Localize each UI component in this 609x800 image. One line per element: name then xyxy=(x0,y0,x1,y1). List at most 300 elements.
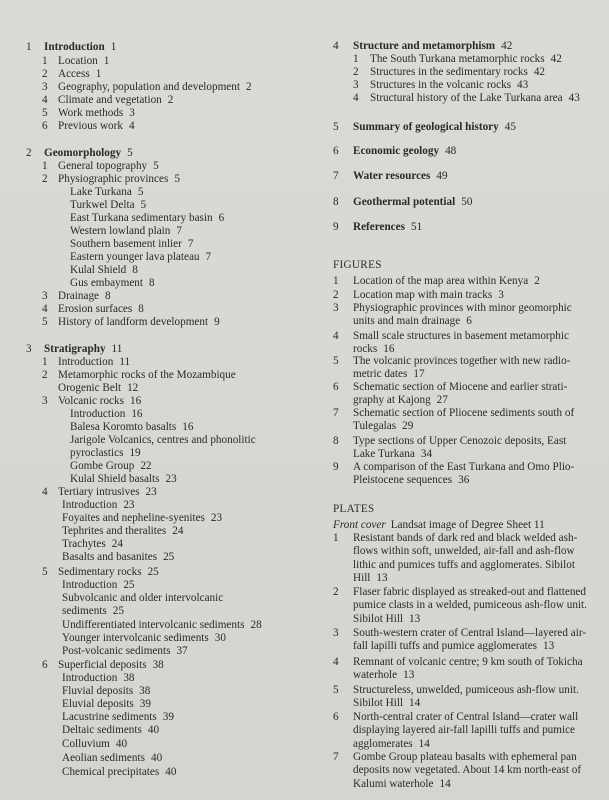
figures-f8-line-2 xyxy=(353,448,432,461)
plates-p6-text-1: North-central crater of Central Island—crater wall xyxy=(353,711,579,723)
plates-p3-line-2 xyxy=(353,640,554,653)
contents-s2-2-entry xyxy=(58,173,180,186)
contents-sec4-entry xyxy=(353,40,512,53)
contents-s4-1-entry xyxy=(370,53,562,66)
figures-f5-text-2: metric dates xyxy=(353,368,408,381)
plates-p4-number: 4 xyxy=(333,656,339,668)
contents-s3-2-entry-cont xyxy=(58,382,138,395)
contents-sec9-number: 9 xyxy=(333,221,339,233)
contents-s3-5b-page: 25 xyxy=(112,605,124,617)
plates-p2-text-2: pumice clasts in a welded, pumiceous ash-flow unit. xyxy=(353,599,587,612)
contents-s3-6e-entry xyxy=(62,724,159,737)
contents-sec2-number: 2 xyxy=(26,147,32,159)
contents-s1-6-number: 6 xyxy=(42,120,48,132)
plates-p2-line-3 xyxy=(353,613,420,626)
figures-f3-text-2: units and main drainage xyxy=(353,315,461,328)
contents-s3-2-title-cont: Orogenic Belt xyxy=(58,382,122,394)
plates-p6-line-2 xyxy=(353,724,575,737)
plates-front-cover-row xyxy=(333,519,545,532)
contents-sec3-title: Stratigraphy xyxy=(44,343,106,355)
figures-f1-line-1 xyxy=(353,275,540,288)
figures-f8-number: 8 xyxy=(333,435,339,447)
plates-p2-page: 13 xyxy=(409,612,421,625)
contents-sec5-entry xyxy=(353,121,516,134)
contents-s4-4-entry xyxy=(370,92,580,105)
contents-s3-3a-title: Introduction xyxy=(70,408,126,420)
contents-s3-4a-page: 23 xyxy=(123,499,135,511)
contents-sec4-number: 4 xyxy=(333,40,339,52)
figures-f2-page: 3 xyxy=(498,289,504,301)
plates-p3-text-2: fall lapilli tuffs and pumice agglomerates xyxy=(353,640,538,653)
figures-f6-line-1 xyxy=(353,381,567,394)
figures-f3-number: 3 xyxy=(333,302,339,314)
contents-s3-3d-title: Gombe Group xyxy=(70,460,135,472)
contents-s3-3e-entry xyxy=(70,473,177,486)
contents-s3-5-page: 25 xyxy=(147,566,159,578)
contents-s4-3-entry xyxy=(370,79,528,92)
contents-s1-3-title: Geography, population and development xyxy=(58,81,240,93)
contents-sec5-page: 45 xyxy=(504,121,516,133)
contents-s2-2c-entry xyxy=(70,212,224,225)
plates-p4-line-2 xyxy=(353,669,414,682)
contents-sec3-number: 3 xyxy=(26,343,32,355)
contents-s1-5-title: Work methods xyxy=(58,107,124,119)
contents-s3-5e-title: Post-volcanic sediments xyxy=(62,645,171,657)
figures-f7-line-1 xyxy=(353,407,574,420)
contents-s1-5-entry xyxy=(58,107,135,120)
contents-s2-4-entry xyxy=(58,303,144,316)
contents-s2-4-page: 8 xyxy=(138,303,144,315)
contents-sec6-entry xyxy=(353,145,456,158)
contents-s3-6-number: 6 xyxy=(42,659,48,671)
contents-s3-3-number: 3 xyxy=(42,395,48,407)
contents-s2-2b-entry xyxy=(70,199,146,212)
plates-p4-text-1: Remnant of volcanic centre; 9 km south of Tokicha xyxy=(353,656,583,668)
contents-s3-4a-title: Introduction xyxy=(62,499,118,511)
contents-s3-3-title: Volcanic rocks xyxy=(58,395,124,407)
figures-f7-page: 29 xyxy=(402,420,414,433)
contents-s3-1-page: 11 xyxy=(119,356,131,368)
contents-sec8-title: Geothermal potential xyxy=(353,196,456,208)
plates-p3-line-1 xyxy=(353,627,586,640)
contents-s3-4c-entry xyxy=(62,525,183,538)
contents-s2-4-number: 4 xyxy=(42,303,48,315)
contents-s1-5-page: 3 xyxy=(129,107,135,119)
contents-s1-4-entry xyxy=(58,94,173,107)
plates-p1-text-3: lithic and pumices tuffs and agglomerates. Sibilot xyxy=(353,558,575,571)
plates-p1-text-2: flows within soft, unwelded, air-fall and ash-flow xyxy=(353,545,575,558)
contents-s3-5c-entry xyxy=(62,619,262,632)
contents-s1-4-page: 2 xyxy=(167,94,174,106)
plates-p2-line-1 xyxy=(353,586,586,599)
contents-s1-6-entry xyxy=(58,120,135,133)
plates-p6-text-2: displaying layered air-fall lapilli tuffs and pumice xyxy=(353,724,576,737)
contents-s2-2h-entry xyxy=(70,277,155,290)
contents-s4-2-number: 2 xyxy=(353,66,359,78)
contents-s2-2f-page: 7 xyxy=(205,251,212,263)
contents-s1-2-entry xyxy=(58,68,101,81)
contents-s4-4-page: 43 xyxy=(568,92,580,104)
contents-s2-2h-page: 8 xyxy=(149,277,155,289)
contents-sec2-page: 5 xyxy=(127,147,133,159)
contents-s2-2e-page: 7 xyxy=(187,238,194,250)
contents-s3-5-title: Sedimentary rocks xyxy=(58,566,142,578)
figures-f3-page: 6 xyxy=(466,315,472,328)
figures-f8-text-1: Type sections of Upper Cenozoic deposits, East xyxy=(353,435,567,447)
contents-s1-1-page: 1 xyxy=(103,55,110,67)
contents-s2-2h-title: Gus embayment xyxy=(70,277,144,289)
contents-s3-5c-title: Undifferentiated intervolcanic sediments xyxy=(62,619,245,631)
figures-f6-page: 27 xyxy=(436,394,448,407)
contents-s1-2-number: 2 xyxy=(42,68,48,80)
contents-s4-4-title: Structural history of the Lake Turkana area xyxy=(370,92,563,104)
contents-s3-5e-entry xyxy=(62,645,188,658)
contents-s3-6g-page: 40 xyxy=(150,752,163,764)
contents-s4-3-title: Structures in the volcanic rocks xyxy=(370,79,512,91)
plates-p6-number: 6 xyxy=(333,711,339,723)
contents-s3-2-number: 2 xyxy=(42,369,48,381)
contents-s3-4-title: Tertiary intrusives xyxy=(58,486,140,498)
plates-p5-page: 14 xyxy=(409,697,421,710)
contents-s3-2-page: 12 xyxy=(127,382,139,394)
plates-p6-text-3: agglomerates xyxy=(353,737,413,750)
contents-s3-6a-title: Introduction xyxy=(62,672,118,684)
contents-s3-6b-title: Fluvial deposits xyxy=(62,685,134,697)
plates-p2-text-3: Sibilot Hill xyxy=(353,612,404,625)
figures-f5-page: 17 xyxy=(413,368,425,381)
plates-p1-line-3 xyxy=(353,559,575,572)
contents-s1-3-entry xyxy=(58,81,252,94)
figures-f3-line-1 xyxy=(353,302,572,315)
contents-s3-3b-entry xyxy=(70,421,193,434)
contents-s1-4-title: Climate and vegetation xyxy=(58,94,162,106)
contents-s1-1-title: Location xyxy=(58,55,98,67)
contents-s2-2d-entry xyxy=(70,225,182,238)
figures-f6-text-2: graphy at Kajong xyxy=(353,394,431,407)
figures-f1-number: 1 xyxy=(333,275,339,287)
contents-s3-3-entry xyxy=(58,395,141,408)
contents-s3-1-title: Introduction xyxy=(58,356,114,368)
figures-f7-line-2 xyxy=(353,420,413,433)
plates-p6-page: 14 xyxy=(418,737,430,750)
figures-f4-number: 4 xyxy=(333,330,339,342)
contents-sec1-page: 1 xyxy=(110,41,117,53)
contents-s2-5-entry xyxy=(58,316,220,329)
contents-s4-1-page: 42 xyxy=(550,53,562,65)
contents-s1-6-title: Previous work xyxy=(58,120,123,132)
contents-s3-6h-entry xyxy=(62,766,176,779)
contents-s3-4d-entry xyxy=(62,538,123,551)
contents-s3-5a-title: Introduction xyxy=(62,579,118,591)
contents-s4-1-title: The South Turkana metamorphic rocks xyxy=(370,53,545,65)
contents-sec1-entry xyxy=(44,41,116,54)
plates-p5-text-1: Structureless, unwelded, pumiceous ash-flow unit. xyxy=(353,684,579,696)
contents-s3-3b-title: Balesa Koromto basalts xyxy=(70,421,177,433)
figures-f8-text-2: Lake Turkana xyxy=(353,448,415,461)
contents-sec6-page: 48 xyxy=(445,145,457,157)
contents-sec6-number: 6 xyxy=(333,145,339,157)
contents-s2-4-title: Erosion surfaces xyxy=(58,303,133,315)
contents-s3-4-number: 4 xyxy=(42,486,48,498)
contents-sec5-title: Summary of geological history xyxy=(353,121,499,133)
plates-p5-line-1 xyxy=(353,684,579,697)
contents-s3-4e-title: Basalts and basanites xyxy=(62,551,158,563)
contents-s3-6a-entry xyxy=(62,672,135,685)
contents-s3-5d-page: 30 xyxy=(214,632,226,644)
contents-s2-5-page: 9 xyxy=(214,316,220,328)
figures-f4-line-1 xyxy=(353,330,569,343)
contents-s2-3-page: 8 xyxy=(105,290,111,302)
contents-sec3-page: 11 xyxy=(111,343,123,355)
contents-s2-2-number: 2 xyxy=(42,173,48,185)
plates-p7-number: 7 xyxy=(333,751,339,763)
figures-f7-text-1: Schematic section of Pliocene sediments south of xyxy=(353,407,575,419)
figures-f1-text-1: Location of the map area within Kenya xyxy=(353,275,529,287)
contents-s4-3-page: 43 xyxy=(517,79,529,91)
contents-s4-3-number: 3 xyxy=(353,79,359,91)
contents-sec8-entry xyxy=(353,196,472,209)
contents-s3-6h-page: 40 xyxy=(165,766,177,778)
contents-s3-6f-page: 40 xyxy=(115,738,128,750)
contents-s3-5e-page: 37 xyxy=(176,645,188,657)
contents-s2-2f-entry xyxy=(70,251,211,264)
contents-s3-6b-page: 38 xyxy=(139,685,151,697)
contents-s3-6-entry xyxy=(58,659,164,672)
contents-s3-6h-title: Chemical precipitates xyxy=(62,766,160,778)
contents-s2-2a-title: Lake Turkana xyxy=(70,186,132,198)
contents-s3-5a-page: 25 xyxy=(123,579,135,591)
contents-s2-2d-title: Western lowland plain xyxy=(70,225,171,237)
contents-s2-2c-title: East Turkana sedimentary basin xyxy=(70,212,213,224)
contents-s2-2e-title: Southern basement inlier xyxy=(70,238,182,250)
contents-sec9-entry xyxy=(353,221,422,234)
figures-f6-line-2 xyxy=(353,394,448,407)
contents-s4-2-entry xyxy=(370,66,545,79)
plates-p1-line-4 xyxy=(353,572,388,585)
plates-front-cover-label: Front cover xyxy=(333,519,386,531)
contents-s3-3e-title: Kulal Shield basalts xyxy=(70,473,160,485)
contents-sec5-number: 5 xyxy=(333,121,339,133)
figures-f8-line-1 xyxy=(353,435,566,448)
contents-s3-1-number: 1 xyxy=(42,356,48,368)
plates-p1-text-1: Resistant bands of dark red and black welded ash- xyxy=(353,532,578,544)
contents-s3-6f-title: Colluvium xyxy=(62,738,110,750)
contents-s3-6e-page: 40 xyxy=(147,724,160,736)
contents-sec1-title: Introduction xyxy=(44,41,105,53)
contents-s3-6a-page: 38 xyxy=(123,672,135,684)
plates-p7-text-1: Gombe Group plateau basalts with ephemeral pan xyxy=(353,751,577,763)
plates-p5-text-2: Sibilot Hill xyxy=(353,697,404,710)
contents-s3-6e-title: Deltaic sediments xyxy=(62,724,142,736)
contents-s3-3d-entry xyxy=(70,460,152,473)
contents-s3-6c-title: Eluvial deposits xyxy=(62,698,134,710)
contents-s3-4c-title: Tephrites and theralites xyxy=(62,525,167,537)
plates-p6-line-3 xyxy=(353,738,430,751)
figures-f5-number: 5 xyxy=(333,355,339,367)
contents-s1-2-page: 1 xyxy=(95,68,102,80)
figures-f8-page: 34 xyxy=(420,448,433,461)
plates-p3-page: 13 xyxy=(543,640,555,653)
plates-p2-line-2 xyxy=(353,599,587,612)
figures-f3-line-2 xyxy=(353,315,472,328)
figures-f6-text-1: Schematic section of Miocene and earlier strati- xyxy=(353,381,568,393)
contents-s2-2f-title: Eastern younger lava plateau xyxy=(70,251,200,263)
contents-s3-3a-page: 16 xyxy=(131,408,143,420)
plates-front-cover-text: Landsat image of Degree Sheet 11 xyxy=(390,519,545,531)
plates-p7-line-3 xyxy=(353,778,451,791)
contents-s3-5d-title: Younger intervolcanic sediments xyxy=(62,632,209,644)
contents-s1-1-number: 1 xyxy=(42,55,48,67)
plates-p1-text-4: Hill xyxy=(353,571,371,584)
contents-s3-3d-page: 22 xyxy=(140,460,152,472)
contents-s1-6-page: 4 xyxy=(128,120,135,132)
figures-f1-page: 2 xyxy=(534,275,540,287)
contents-s3-5c-page: 28 xyxy=(250,619,262,631)
contents-s3-6-page: 38 xyxy=(152,659,164,671)
contents-s2-2b-page: 5 xyxy=(140,199,147,211)
contents-s3-5-entry xyxy=(58,566,159,579)
contents-sec7-entry xyxy=(353,170,448,183)
figures-f5-line-2 xyxy=(353,368,425,381)
plates-p3-number: 3 xyxy=(333,627,339,639)
contents-s1-3-page: 2 xyxy=(245,81,252,93)
contents-s3-4e-entry xyxy=(62,551,174,564)
contents-s2-2c-page: 6 xyxy=(218,212,225,224)
contents-sec2-entry xyxy=(44,147,133,160)
contents-s1-1-entry xyxy=(58,55,109,68)
contents-sec9-title: References xyxy=(353,221,405,233)
plates-p7-line-1 xyxy=(353,751,577,764)
figures-f7-number: 7 xyxy=(333,407,339,419)
contents-sec3-entry xyxy=(44,343,122,356)
contents-s2-1-title: General topography xyxy=(58,160,148,172)
figures-f4-page: 16 xyxy=(383,343,395,356)
contents-s3-4b-entry xyxy=(62,512,222,525)
contents-sec6-title: Economic geology xyxy=(353,145,440,157)
contents-s3-3c-title-cont: pyroclastics xyxy=(70,447,124,459)
contents-s3-4-entry xyxy=(58,486,157,499)
contents-s2-2-title: Physiographic provinces xyxy=(58,173,169,185)
contents-s2-2g-page: 8 xyxy=(132,264,138,276)
contents-s3-4b-title: Foyaites and nepheline-syenites xyxy=(62,512,205,524)
figures-f9-text-2: Pleistocene sequences xyxy=(353,474,453,487)
figures-f5-line-1 xyxy=(353,355,570,368)
figures-f6-number: 6 xyxy=(333,381,339,393)
contents-s2-2b-title: Turkwel Delta xyxy=(70,199,135,211)
contents-s3-6c-page: 39 xyxy=(139,698,151,710)
contents-s4-1-number: 1 xyxy=(353,53,359,65)
contents-s2-1-entry xyxy=(58,160,159,173)
contents-s3-6f-entry xyxy=(62,738,127,751)
contents-s3-5a-entry xyxy=(62,579,135,592)
contents-s3-3b-page: 16 xyxy=(182,421,194,433)
contents-s3-6g-title: Aeolian sediments xyxy=(62,752,145,764)
contents-s3-5d-entry xyxy=(62,632,226,645)
contents-s2-3-number: 3 xyxy=(42,290,48,302)
contents-sec1-number: 1 xyxy=(26,41,32,53)
contents-s3-5-number: 5 xyxy=(42,566,48,578)
contents-s3-3-page: 16 xyxy=(129,395,142,407)
contents-sec8-number: 8 xyxy=(333,196,339,208)
contents-s2-1-page: 5 xyxy=(153,160,159,172)
plates-p3-text-1: South-western crater of Central Island—layered air- xyxy=(353,627,587,639)
contents-s2-2-page: 5 xyxy=(174,173,180,185)
figures-f5-text-1: The volcanic provinces together with new radio- xyxy=(353,355,571,367)
contents-s2-2a-entry xyxy=(70,186,143,199)
figures-f9-line-2 xyxy=(353,474,469,487)
figures-f2-number: 2 xyxy=(333,289,339,301)
contents-s3-5b-title-cont: sediments xyxy=(62,605,107,617)
figures-f4-text-1: Small scale structures in basement metamorphic xyxy=(353,330,569,342)
contents-s3-3e-page: 23 xyxy=(165,473,177,485)
contents-sec4-page: 42 xyxy=(501,40,513,52)
contents-s3-4a-entry xyxy=(62,499,135,512)
contents-s2-2e-entry xyxy=(70,238,193,251)
contents-s3-6d-page: 39 xyxy=(162,711,174,723)
contents-sec4-title: Structure and metamorphism xyxy=(353,40,496,52)
plates-p4-line-1 xyxy=(353,656,583,669)
plates-p7-line-2 xyxy=(353,764,581,777)
plates-p2-number: 2 xyxy=(333,586,339,598)
plates-p7-page: 14 xyxy=(439,777,451,790)
contents-s3-4c-page: 24 xyxy=(172,525,184,537)
contents-s3-4b-page: 23 xyxy=(210,512,223,524)
contents-s3-3c-page: 19 xyxy=(129,447,141,459)
contents-s4-2-page: 42 xyxy=(533,66,546,78)
figures-f4-text-2: rocks xyxy=(353,343,378,356)
contents-s2-2a-page: 5 xyxy=(137,186,144,198)
contents-s3-4d-title: Trachytes xyxy=(62,538,106,550)
figures-f3-text-1: Physiographic provinces with minor geomorphic xyxy=(353,302,572,314)
contents-s3-3a-entry xyxy=(70,408,143,421)
plates-p7-text-3: Kalumi waterhole xyxy=(353,777,434,790)
contents-s2-2d-page: 7 xyxy=(176,225,182,237)
figures-f9-text-1: A comparison of the East Turkana and Omo Plio- xyxy=(353,461,575,473)
contents-s3-6c-entry xyxy=(62,698,151,711)
plates-p1-page: 13 xyxy=(376,571,388,584)
plates-p5-line-2 xyxy=(353,697,420,710)
figures-f2-line-1 xyxy=(353,289,504,302)
plates-p7-text-2: deposits now vegetated. About 14 km north-east of xyxy=(353,764,582,777)
contents-s3-6-title: Superficial deposits xyxy=(58,659,147,671)
contents-s3-6d-title: Lacustrine sediments xyxy=(62,711,157,723)
contents-s4-4-number: 4 xyxy=(353,92,359,104)
figures-f9-page: 36 xyxy=(458,474,470,487)
contents-s3-2-title: Metamorphic rocks of the Mozambique xyxy=(58,369,236,381)
contents-s3-4e-page: 25 xyxy=(163,551,175,563)
contents-s1-4-number: 4 xyxy=(42,94,48,106)
plates-p1-number: 1 xyxy=(333,532,339,544)
plates-p4-text-2: waterhole xyxy=(353,669,398,682)
contents-sec7-page: 49 xyxy=(436,170,448,182)
contents-sec7-number: 7 xyxy=(333,170,339,182)
contents-s4-2-title: Structures in the sedimentary rocks xyxy=(370,66,528,78)
plates-heading: PLATES xyxy=(333,503,375,515)
contents-s2-3-entry xyxy=(58,290,111,303)
contents-s3-6b-entry xyxy=(62,685,150,698)
contents-s1-3-number: 3 xyxy=(42,81,48,93)
contents-s1-5-number: 5 xyxy=(42,107,48,119)
contents-s2-3-title: Drainage xyxy=(58,290,99,302)
plates-p4-page: 13 xyxy=(403,669,415,682)
figures-f9-line-1 xyxy=(353,461,574,474)
contents-s2-1-number: 1 xyxy=(42,160,48,172)
contents-s3-4d-page: 24 xyxy=(111,538,123,550)
plates-p1-line-1 xyxy=(353,532,577,545)
plates-p1-line-2 xyxy=(353,545,575,558)
contents-s3-3c-title: Jarigole Volcanics, centres and phonolitic xyxy=(70,434,256,446)
contents-sec7-title: Water resources xyxy=(353,170,431,182)
